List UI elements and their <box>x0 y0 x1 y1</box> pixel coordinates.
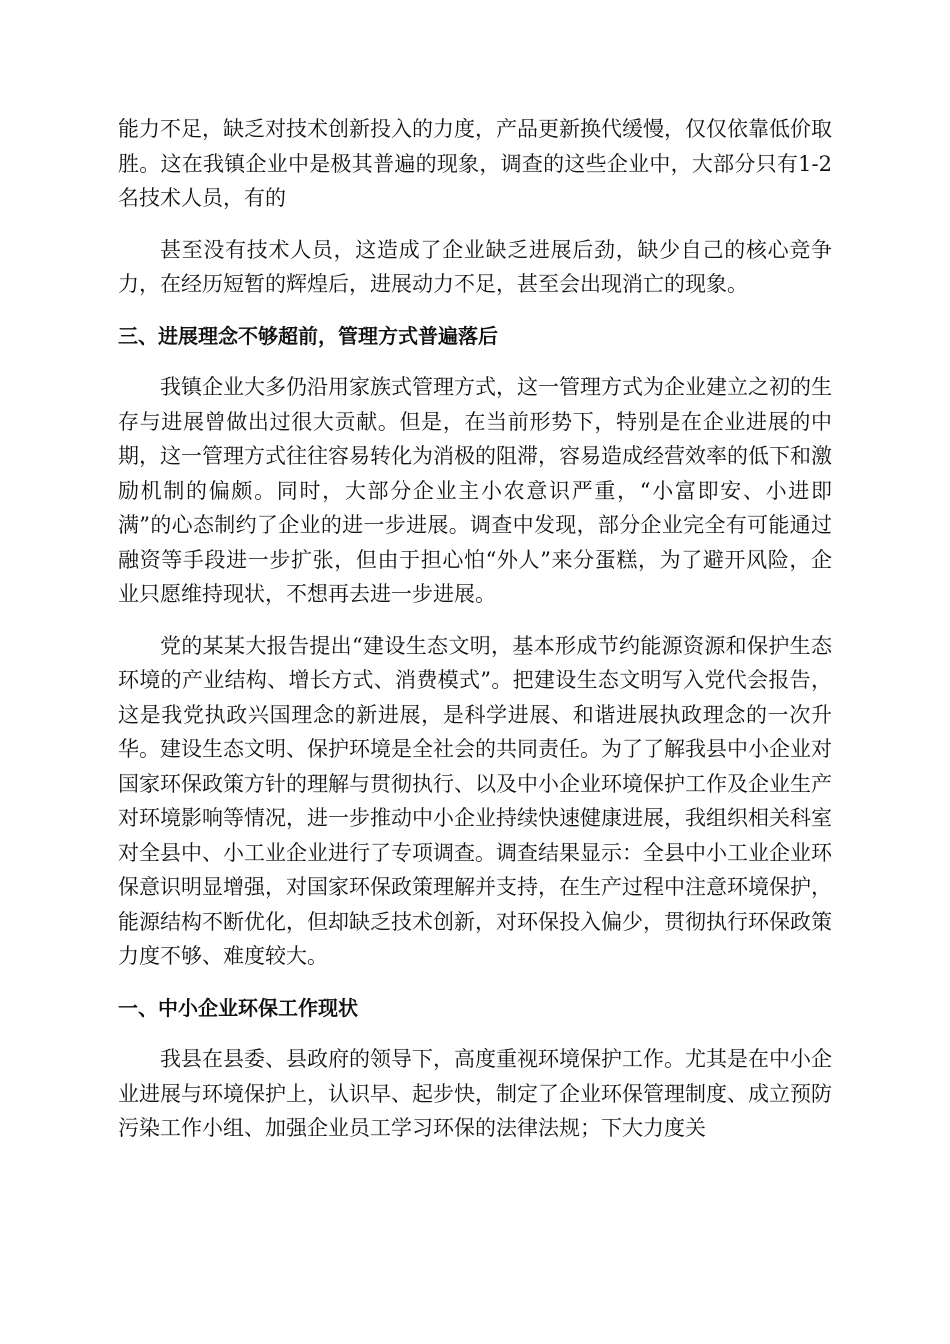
section-heading: 三、进展理念不够超前，管理方式普遍落后 <box>118 323 498 348</box>
paragraph: 党的某某大报告提出“建设生态文明，基本形成节约能源资源和保护生态环境的产业结构、增长方式、消费模式”。把建设生态文明写入党代会报告，这是我党执政兴国理念的新进展，是科学进展、和谐进展执政理念的一次升华。建设生态文明、保护环境是全社会的共同责任。为了了解我县中小企业对国家环保政策方针的理解与贯彻执行、以及中小企业环境保护工作及企业生产对环境影响等情况，进一步推动中小企业持续快速健康进展，我组织相关科室对全县中、小工业企业进行了专项调查。调查结果显示：全县中小工业企业环保意识明显增强，对国家环保政策理解并支持，在生产过程中注意环境保护，能源结构不断优化，但却缺乏技术创新，对环保投入偏少，贯彻执行环保政策力度不够、难度较大。 <box>118 633 832 968</box>
paragraph: 甚至没有技术人员，这造成了企业缺乏进展后劲，缺少自己的核心竞争力，在经历短暂的辉煌后，进展动力不足，甚至会出现消亡的现象。 <box>118 237 832 296</box>
document-body <box>118 112 832 1163</box>
paragraph: 我镇企业大多仍沿用家族式管理方式，这一管理方式为企业建立之初的生存与进展曾做出过很大贡献。但是，在当前形势下，特别是在企业进展的中期，这一管理方式往往容易转化为消极的阻滞，容易造成经营效率的低下和激励机制的偏颇。同时，大部分企业主小农意识严重，“小富即安、小进即满”的心态制约了企业的进一步进展。调查中发现，部分企业完全有可能通过融资等手段进一步扩张，但由于担心怕“外人”来分蛋糕，为了避开风险，企业只愿维持现状，不想再去进一步进展。 <box>118 375 832 606</box>
paragraph: 能力不足，缺乏对技术创新投入的力度，产品更新换代缓慢，仅仅依靠低价取胜。这在我镇企业中是极其普遍的现象，调查的这些企业中，大部分只有1-2名技术人员，有的 <box>118 117 832 210</box>
paragraph: 我县在县委、县政府的领导下，高度重视环境保护工作。尤其是在中小企业进展与环境保护上，认识早、起步快，制定了企业环保管理制度、成立预防污染工作小组、加强企业员工学习环保的法律法规；下大力度关 <box>118 1047 832 1140</box>
section-heading: 一、中小企业环保工作现状 <box>118 995 358 1020</box>
